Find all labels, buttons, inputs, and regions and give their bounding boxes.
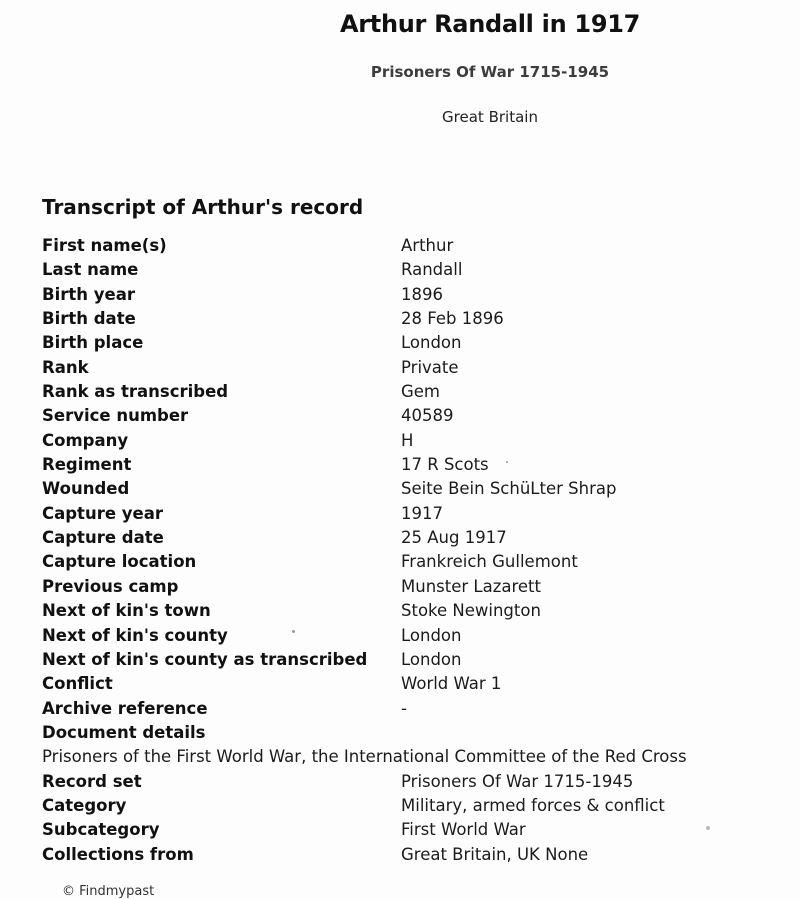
scan-speck (706, 826, 710, 830)
field-value: Randall (401, 260, 463, 280)
transcript-row (42, 479, 762, 503)
transcript-row (42, 406, 762, 430)
transcript-row (42, 382, 762, 406)
field-value: 1896 (401, 284, 443, 304)
field-value: - (401, 698, 407, 718)
field-value: Gem (401, 382, 441, 402)
field-label: Capture date (42, 528, 164, 548)
transcript-row (42, 796, 762, 820)
field-label: Birth date (42, 309, 136, 329)
scan-speck (506, 461, 508, 463)
transcript-row (42, 650, 762, 674)
transcript-row (42, 236, 762, 260)
transcript-row (42, 285, 762, 309)
field-value: H (401, 430, 414, 450)
field-label: Capture year (42, 503, 163, 523)
transcript-row (42, 772, 762, 796)
field-value: Arthur (401, 236, 454, 255)
transcript-row (42, 260, 762, 284)
transcript-row (42, 358, 762, 382)
transcript-row (42, 723, 762, 747)
field-value: Stoke Newington (401, 601, 541, 621)
transcript-row (42, 431, 762, 455)
record-country: Great Britain (442, 108, 538, 126)
field-value: Seite Bein SchüLter Shrap (401, 479, 617, 499)
field-value: Military, armed forces & conflict (401, 795, 665, 815)
transcript-row (42, 528, 762, 552)
transcript-row (42, 820, 762, 844)
scan-speck (292, 630, 295, 633)
field-label: First name(s) (42, 236, 167, 255)
transcript-row (42, 577, 762, 601)
field-value: 17 R Scots (401, 455, 489, 475)
field-label: Birth place (42, 333, 144, 353)
field-label: Company (42, 430, 129, 450)
field-label: Conflict (42, 674, 113, 694)
transcript-row (42, 626, 762, 650)
copyright-notice: © Findmypast (62, 884, 155, 899)
field-value: London (401, 625, 462, 645)
field-label: Next of kin's county (42, 625, 228, 645)
field-label: Capture location (42, 552, 197, 572)
field-value: 1917 (401, 503, 443, 523)
document-details-row (42, 747, 762, 771)
document-details-text: Prisoners of the First World War, the International Committee of the Red Cross (42, 747, 687, 767)
field-label: Category (42, 795, 127, 815)
transcript-row (42, 333, 762, 357)
field-label: Subcategory (42, 820, 160, 840)
transcript-row (42, 455, 762, 479)
field-label: Next of kin's county as transcribed (42, 649, 368, 669)
field-label: Archive reference (42, 698, 208, 718)
field-label: Wounded (42, 479, 130, 499)
transcript-heading: Transcript of Arthur's record (42, 195, 364, 219)
record-title: Arthur Randall in 1917 (339, 10, 641, 38)
transcript-table (42, 236, 762, 869)
field-label: Regiment (42, 455, 132, 475)
field-value: Munster Lazarett (401, 576, 541, 596)
field-value: 40589 (401, 406, 454, 426)
field-value: London (401, 333, 462, 353)
field-label: Rank (42, 357, 89, 377)
field-label: Service number (42, 406, 189, 426)
field-label: Next of kin's town (42, 601, 211, 621)
field-value: London (401, 649, 462, 669)
transcript-row (42, 845, 762, 869)
transcript-row (42, 699, 762, 723)
field-value: Private (401, 357, 459, 377)
field-value: 28 Feb 1896 (401, 309, 504, 329)
field-value: Prisoners Of War 1715-1945 (401, 771, 634, 791)
field-label: Document details (42, 722, 206, 742)
field-label: Last name (42, 260, 139, 280)
field-value: 25 Aug 1917 (401, 528, 507, 548)
field-value: World War 1 (401, 674, 502, 694)
field-label: Rank as transcribed (42, 382, 229, 402)
transcript-row (42, 674, 762, 698)
field-label: Collections from (42, 844, 194, 864)
transcript-row (42, 504, 762, 528)
record-set-subtitle: Prisoners Of War 1715-1945 (370, 63, 610, 81)
field-value: Great Britain, UK None (401, 844, 589, 864)
field-label: Birth year (42, 284, 135, 304)
transcript-row (42, 601, 762, 625)
transcript-row (42, 309, 762, 333)
field-value: Frankreich Gullemont (401, 552, 578, 572)
transcript-row (42, 552, 762, 576)
field-label: Record set (42, 771, 142, 791)
field-label: Previous camp (42, 576, 179, 596)
field-value: First World War (401, 820, 526, 840)
